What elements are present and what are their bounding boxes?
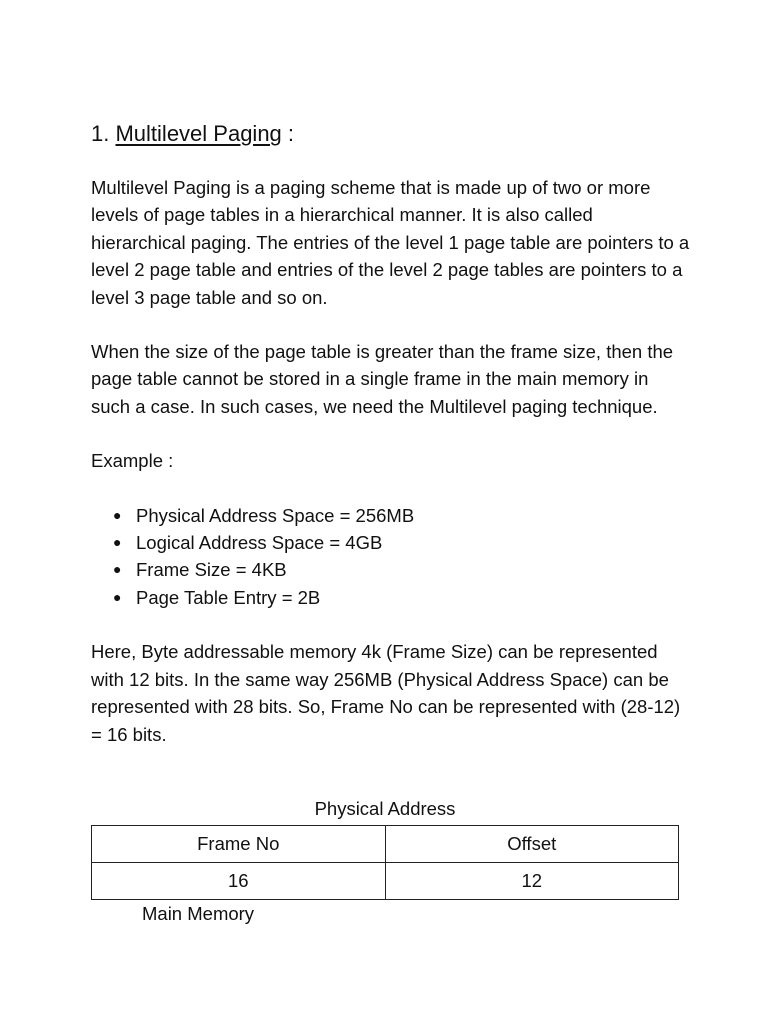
example-label: Example : — [91, 450, 174, 472]
bullet-icon: ● — [113, 561, 122, 578]
table-cell: 16 — [92, 863, 386, 900]
table-caption: Physical Address — [314, 798, 456, 819]
bullet-icon: ● — [113, 588, 122, 605]
section-heading-suffix: : — [287, 121, 295, 146]
section-heading — [91, 118, 691, 150]
paragraph-definition: Multilevel Paging is a paging scheme that is made up of two or more levels of page tables in a hierarchical manner. It is also called hierarchical paging. The entries of the level 1 page table are pointers to a level 2 page table and entries of the level 2 page tables are pointers to a level 3 page table and so on. — [91, 177, 690, 308]
list-item: ● Page Table Entry = 2B — [91, 584, 691, 611]
document-body — [91, 118, 691, 775]
table-header-cell: Frame No — [92, 826, 386, 863]
table-row — [92, 826, 679, 863]
table-cell: 12 — [385, 863, 679, 900]
list-item: ● Frame Size = 4KB — [91, 556, 691, 583]
bullet-icon: ● — [113, 534, 122, 551]
table-row — [92, 863, 679, 900]
section-title: Multilevel Paging — [115, 121, 282, 146]
section-number: 1. — [91, 121, 110, 146]
paragraph-explanation: Here, Byte addressable memory 4k (Frame Size) can be represented with 12 bits. In the same way 256MB (Physical Address Space) can be represented with 28 bits. So, Frame No can be represented with (28-12) = 16 bits. — [91, 641, 681, 745]
example-bullet-list — [91, 502, 691, 612]
main-memory-label: Main Memory — [142, 903, 255, 924]
table-header-cell: Offset — [385, 826, 679, 863]
list-item: ● Physical Address Space = 256MB — [91, 502, 691, 529]
bullet-icon: ● — [113, 506, 122, 523]
physical-address-table — [91, 825, 679, 900]
list-item: ● Logical Address Space = 4GB — [91, 529, 691, 556]
paragraph-motivation: When the size of the page table is greater than the frame size, then the page table cannot be stored in a single frame in the main memory in such a case. In such cases, we need the Multilevel paging technique. — [91, 341, 674, 417]
